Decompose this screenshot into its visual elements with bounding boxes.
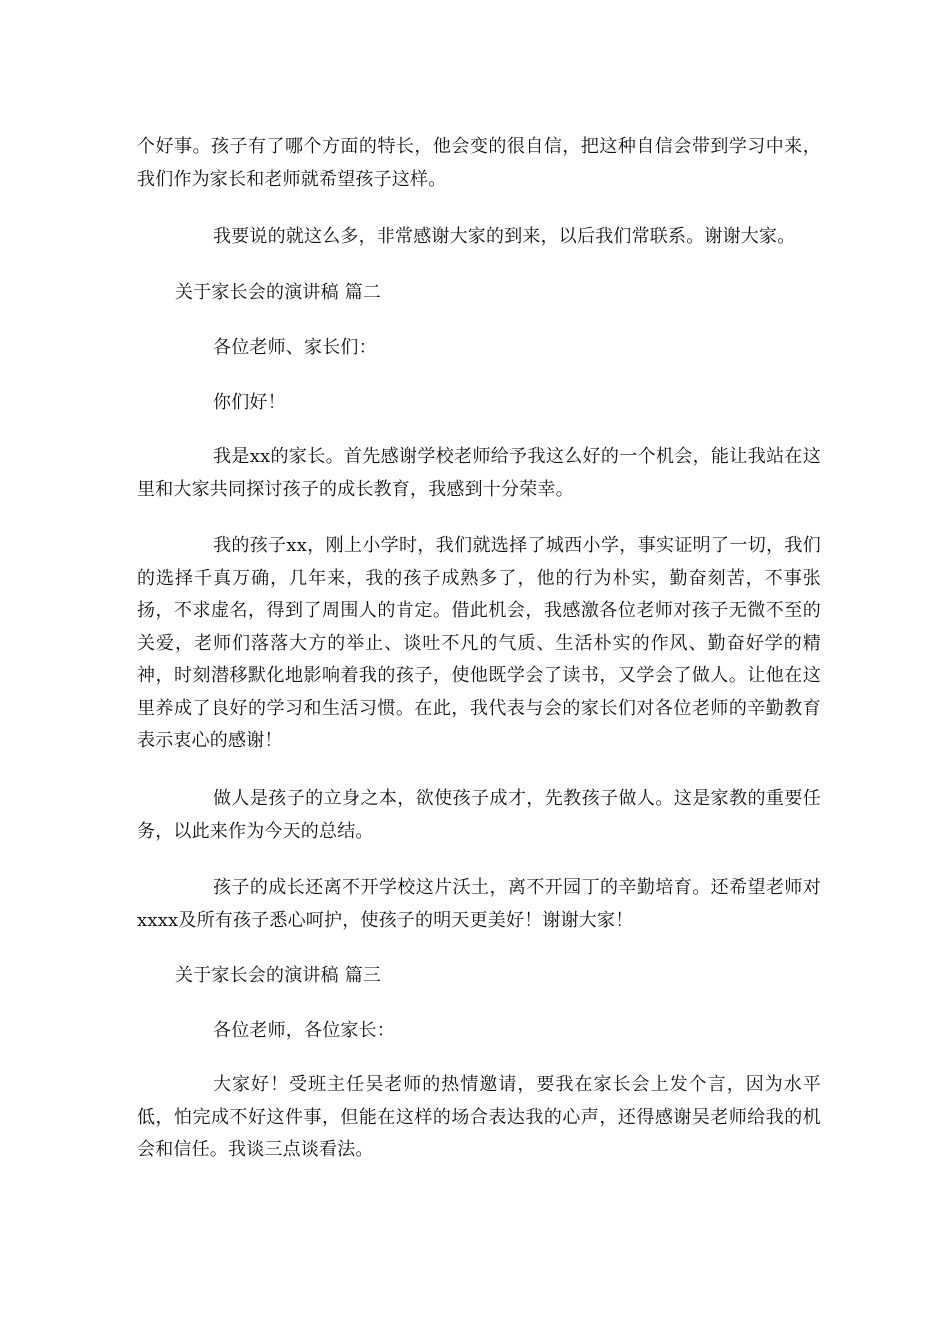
paragraph-salutation-three: 各位老师，各位家长： (213, 1020, 395, 1041)
section-heading-part-three: 关于家长会的演讲稿 篇三 (175, 965, 382, 986)
paragraph-thanks: 我要说的就这么多，非常感谢大家的到来，以后我们常联系。谢谢大家。 (213, 226, 796, 247)
paragraph-introduction: 我是xx的家长。首先感谢学校老师给予我这么好的一个机会，能让我站在这里和大家共同探讨孩子的成长教育，我感到十分荣幸。 (137, 446, 821, 500)
section-heading-part-two: 关于家长会的演讲稿 篇二 (175, 282, 382, 303)
paragraph-summary: 做人是孩子的立身之本，欲使孩子成才，先教孩子做人。这是家教的重要任务，以此来作为今天的总结。 (137, 788, 821, 842)
paragraph-salutation-two: 各位老师、家长们： (213, 337, 377, 358)
paragraph-greeting-two: 你们好！ (213, 392, 286, 413)
paragraph-opening-three: 大家好！受班主任吴老师的热情邀请，要我在家长会上发个言，因为水平低，怕完成不好这件事，但能在这样的场合表达我的心声，还得感谢吴老师给我的机会和信任。我谈三点谈看法。 (137, 1074, 821, 1160)
paragraph-closing-remarks: 个好事。孩子有了哪个方面的特长，他会变的很自信，把这种自信会带到学习中来，我们作为家长和老师就希望孩子这样。 (137, 136, 821, 190)
paragraph-hope: 孩子的成长还离不开学校这片沃土，离不开园丁的辛勤培育。还希望老师对xxxx及所有孩子悉心呵护，使孩子的明天更美好！谢谢大家！ (137, 877, 821, 931)
paragraph-child-growth: 我的孩子xx，刚上小学时，我们就选择了城西小学，事实证明了一切，我们的选择千真万确，几年来，我的孩子成熟多了，他的行为朴实，勤奋刻苦，不事张扬，不求虚名，得到了周围人的肯定。借此机会，我感激各位老师对孩子无微不至的关爱，老师们落落大方的举止、谈吐不凡的气质、生活朴实的作风、勤奋好学的精神，时刻潜移默化地影响着我的孩子，使他既学会了读书，又学会了做人。让他在这里养成了良好的学习和生活习惯。在此，我代表与会的家长们对各位老师的辛勤教育表示衷心的感谢！ (137, 535, 821, 751)
